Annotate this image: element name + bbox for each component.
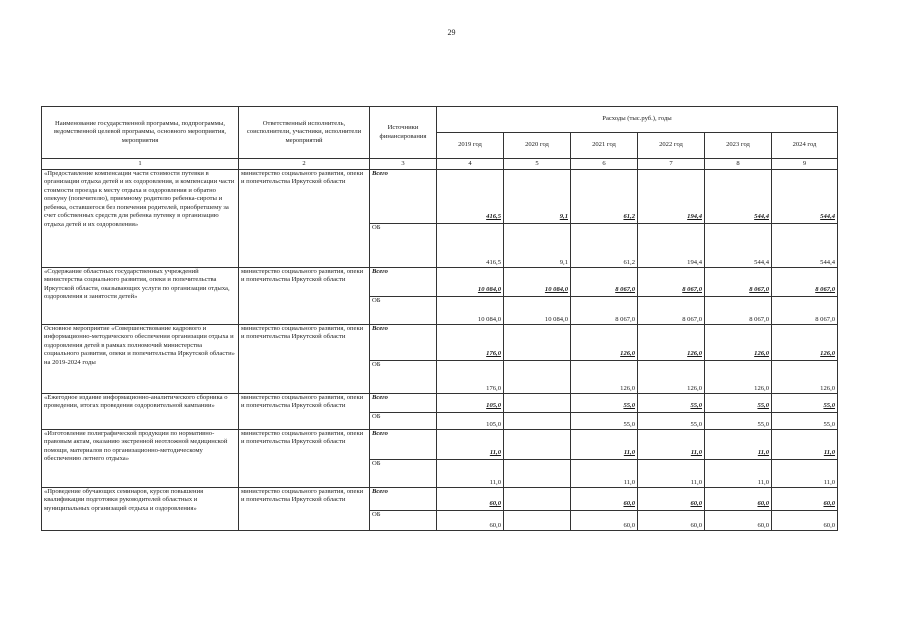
ob-value: 9,1 — [504, 224, 571, 268]
table-row — [42, 488, 838, 511]
header-source: Источники финансирования — [370, 107, 437, 159]
ob-value: 8 067,0 — [772, 297, 838, 325]
source-total-label: Всего — [370, 394, 437, 413]
ob-value: 61,2 — [571, 224, 638, 268]
ob-value: 126,0 — [705, 361, 772, 394]
header-year: 2024 год — [772, 133, 838, 159]
ob-value: 194,4 — [638, 224, 705, 268]
measure-name: «Содержание областных государственных учреждений министерства социального развития, опеки и попечительства Иркутской области, оказывающих услуги по организации отдыха, оздоровления и занятости детей» — [42, 268, 239, 325]
ob-value: 55,0 — [571, 413, 638, 430]
total-value — [504, 430, 571, 460]
column-number: 3 — [370, 159, 437, 170]
total-value: 11,0 — [638, 430, 705, 460]
ob-value: 105,0 — [437, 413, 504, 430]
page-number: 29 — [447, 28, 456, 37]
measure-name: «Предоставление компенсации части стоимости путевки в организации отдыха детей и их оздоровления, и компенсации части стоимости проезда к месту отдыха и оздоровления и обратно опекуну (попечителю), приемному родителю ребенка-сироты и ребенка, оставшегося без попечения родителей, приобретшему за счет собственных средств для ребенка путевку в организацию отдыха детей и их оздоровления» — [42, 170, 239, 268]
total-value: 60,0 — [772, 488, 838, 511]
source-ob-label: ОБ — [370, 460, 437, 488]
total-value: 8 067,0 — [705, 268, 772, 297]
total-value: 60,0 — [571, 488, 638, 511]
ob-value: 126,0 — [638, 361, 705, 394]
total-value: 544,4 — [772, 170, 838, 224]
measure-name: Основное мероприятие «Совершенствование кадрового и информационно-методического обеспечения организации отдыха и оздоровления детей в рамках полномочий министерства социального развития, опеки и попечительства Иркутской области» на 2019-2024 годы — [42, 325, 239, 394]
ob-value: 126,0 — [571, 361, 638, 394]
total-value: 8 067,0 — [571, 268, 638, 297]
column-number: 5 — [504, 159, 571, 170]
ob-value — [504, 413, 571, 430]
total-value: 126,0 — [705, 325, 772, 361]
column-number: 7 — [638, 159, 705, 170]
ob-value: 60,0 — [705, 511, 772, 531]
total-value: 105,0 — [437, 394, 504, 413]
ob-value: 11,0 — [772, 460, 838, 488]
total-value: 10 084,0 — [437, 268, 504, 297]
ob-value: 60,0 — [638, 511, 705, 531]
ob-value: 544,4 — [772, 224, 838, 268]
total-value: 416,5 — [437, 170, 504, 224]
total-value: 9,1 — [504, 170, 571, 224]
table-row — [42, 430, 838, 460]
ob-value: 10 084,0 — [504, 297, 571, 325]
measure-executor: министерство социального развития, опеки и попечительства Иркутской области — [239, 488, 370, 531]
ob-value: 176,0 — [437, 361, 504, 394]
total-value: 194,4 — [638, 170, 705, 224]
total-value: 61,2 — [571, 170, 638, 224]
column-number: 1 — [42, 159, 239, 170]
ob-value: 11,0 — [571, 460, 638, 488]
source-total-label: Всего — [370, 488, 437, 511]
total-value: 126,0 — [772, 325, 838, 361]
ob-value: 55,0 — [772, 413, 838, 430]
source-ob-label: ОБ — [370, 297, 437, 325]
measure-executor: министерство социального развития, опеки и попечительства Иркутской области — [239, 325, 370, 394]
ob-value: 10 084,0 — [437, 297, 504, 325]
total-value: 55,0 — [571, 394, 638, 413]
total-value — [504, 325, 571, 361]
source-total-label: Всего — [370, 170, 437, 224]
ob-value — [504, 460, 571, 488]
header-year: 2019 год — [437, 133, 504, 159]
ob-value — [504, 361, 571, 394]
total-value: 8 067,0 — [638, 268, 705, 297]
source-total-label: Всего — [370, 325, 437, 361]
header-year: 2023 год — [705, 133, 772, 159]
table-header — [42, 107, 838, 159]
column-number: 6 — [571, 159, 638, 170]
column-number: 8 — [705, 159, 772, 170]
ob-value: 8 067,0 — [638, 297, 705, 325]
header-year: 2022 год — [638, 133, 705, 159]
total-value — [504, 394, 571, 413]
measure-executor: министерство социального развития, опеки и попечительства Иркутской области — [239, 268, 370, 325]
total-value: 10 084,0 — [504, 268, 571, 297]
ob-value: 55,0 — [638, 413, 705, 430]
ob-value: 11,0 — [437, 460, 504, 488]
column-number: 2 — [239, 159, 370, 170]
ob-value: 11,0 — [638, 460, 705, 488]
total-value: 176,0 — [437, 325, 504, 361]
table-row — [42, 325, 838, 361]
total-value: 60,0 — [638, 488, 705, 511]
total-value: 544,4 — [705, 170, 772, 224]
header-executor: Ответственный исполнитель, соисполнители, участники, исполнители мероприятий — [239, 107, 370, 159]
header-expenses: Расходы (тыс.руб.), годы — [437, 107, 838, 133]
total-value — [504, 488, 571, 511]
total-value: 11,0 — [571, 430, 638, 460]
header-year: 2021 год — [571, 133, 638, 159]
budget-table — [41, 106, 838, 531]
total-value: 11,0 — [705, 430, 772, 460]
total-value: 11,0 — [437, 430, 504, 460]
total-value: 55,0 — [772, 394, 838, 413]
header-year: 2020 год — [504, 133, 571, 159]
measure-name: «Проведение обучающих семинаров, курсов повышения квалификации подготовки руководителей областных и муниципальных организаций отдыха и оздоровления» — [42, 488, 239, 531]
total-value: 55,0 — [705, 394, 772, 413]
ob-value: 8 067,0 — [571, 297, 638, 325]
ob-value: 416,5 — [437, 224, 504, 268]
measure-executor: министерство социального развития, опеки и попечительства Иркутской области — [239, 394, 370, 430]
total-value: 55,0 — [638, 394, 705, 413]
total-value: 126,0 — [571, 325, 638, 361]
column-number: 9 — [772, 159, 838, 170]
measure-name: «Ежегодное издание информационно-аналитического сборника о проведении, итогах проведения оздоровительной кампании» — [42, 394, 239, 430]
source-total-label: Всего — [370, 430, 437, 460]
source-ob-label: ОБ — [370, 361, 437, 394]
measure-name: «Изготовление полиграфической продукции по нормативно-правовым актам, оказанию экстренной неотложной медицинской помощи, материалов по организационно-методическому обеспечению летнего отдыха» — [42, 430, 239, 488]
source-total-label: Всего — [370, 268, 437, 297]
ob-value — [504, 511, 571, 531]
total-value: 60,0 — [437, 488, 504, 511]
source-ob-label: ОБ — [370, 224, 437, 268]
ob-value: 126,0 — [772, 361, 838, 394]
ob-value: 544,4 — [705, 224, 772, 268]
table-row — [42, 394, 838, 413]
total-value: 126,0 — [638, 325, 705, 361]
table-row — [42, 170, 838, 224]
measure-executor: министерство социального развития, опеки и попечительства Иркутской области — [239, 430, 370, 488]
ob-value: 60,0 — [772, 511, 838, 531]
total-value: 11,0 — [772, 430, 838, 460]
table-row — [42, 268, 838, 297]
total-value: 60,0 — [705, 488, 772, 511]
ob-value: 8 067,0 — [705, 297, 772, 325]
ob-value: 11,0 — [705, 460, 772, 488]
ob-value: 60,0 — [571, 511, 638, 531]
source-ob-label: ОБ — [370, 511, 437, 531]
measure-executor: министерство социального развития, опеки и попечительства Иркутской области — [239, 170, 370, 268]
column-numbers-row — [42, 159, 838, 170]
column-number: 4 — [437, 159, 504, 170]
header-name: Наименование государственной программы, подпрограммы, ведомственной целевой программы, основного мероприятия, мероприятия — [42, 107, 239, 159]
ob-value: 60,0 — [437, 511, 504, 531]
total-value: 8 067,0 — [772, 268, 838, 297]
source-ob-label: ОБ — [370, 413, 437, 430]
ob-value: 55,0 — [705, 413, 772, 430]
